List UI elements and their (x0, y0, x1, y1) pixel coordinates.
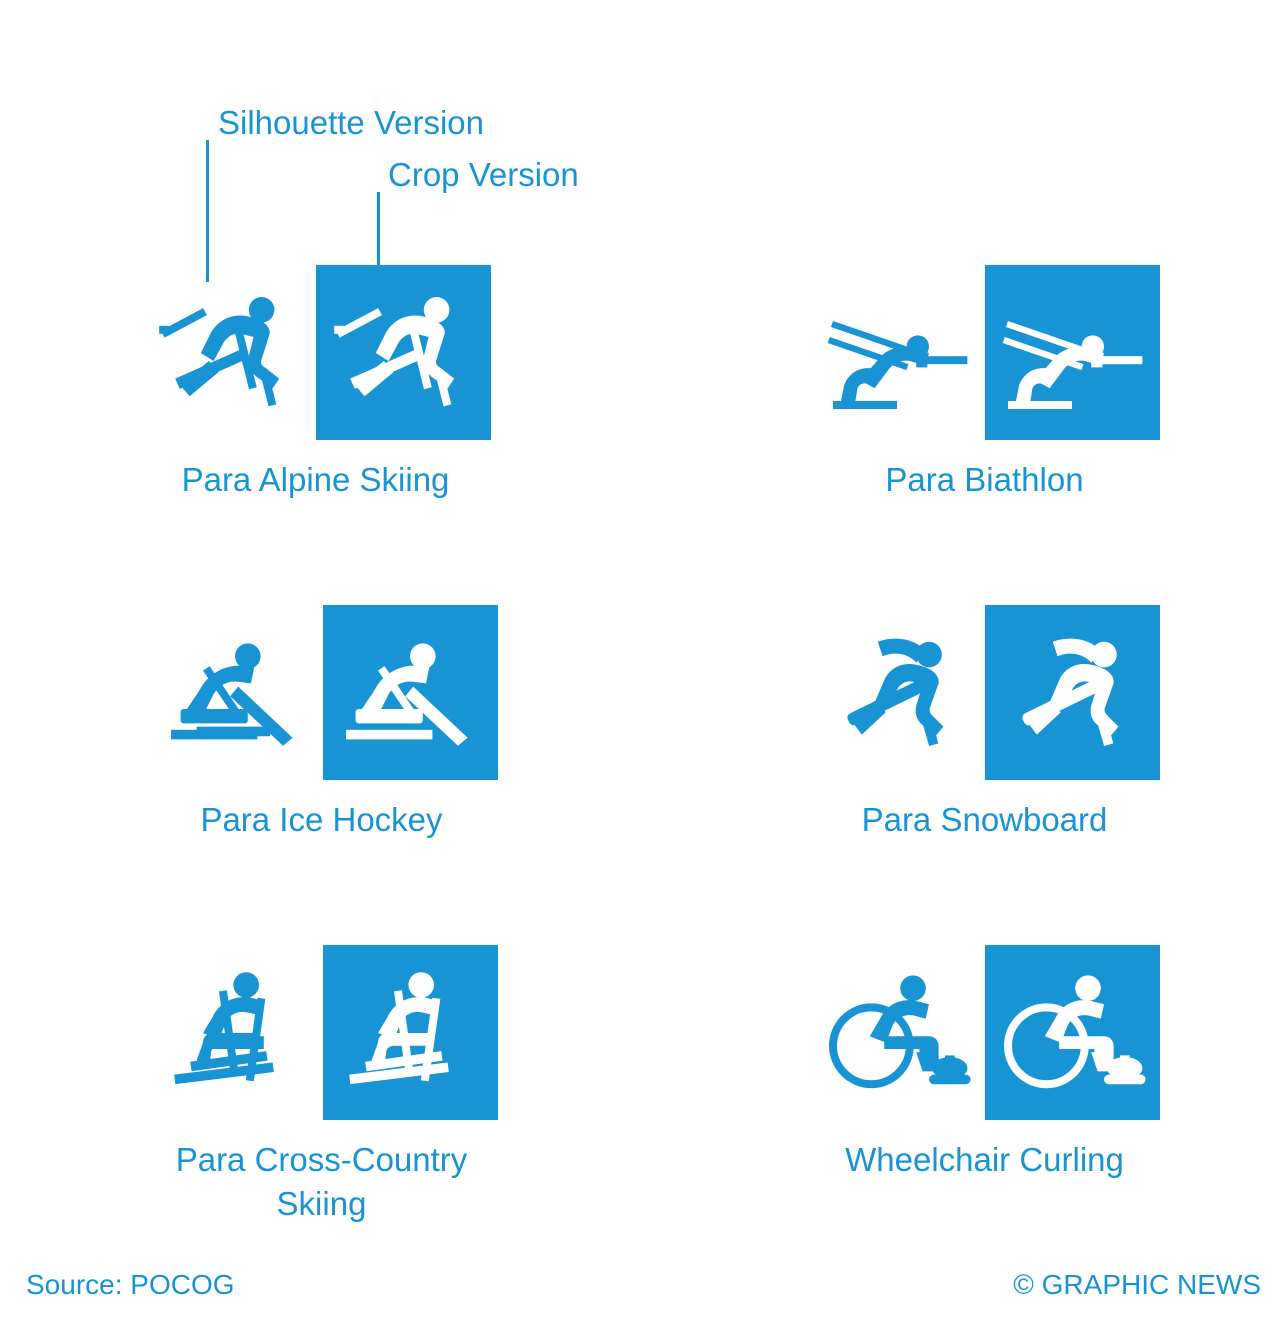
silhouette-version-leader-line (206, 140, 209, 282)
sport-cell-wheelchair-curling (643, 945, 1286, 1285)
para-snowboard-pictogram (810, 605, 985, 780)
pictogram-row (0, 945, 1287, 1285)
sport-cell-para-biathlon (643, 265, 1286, 605)
sport-cell-para-snowboard (643, 605, 1286, 945)
wheelchair-curling-pictogram-crop (985, 945, 1160, 1120)
para-ice-hockey-pictogram (148, 605, 323, 780)
pictogram-grid (0, 265, 1287, 1285)
para-snowboard-pictogram-crop (985, 605, 1160, 780)
silhouette-version-callout-label: Silhouette Version (218, 104, 485, 141)
sport-label: Para Cross-Country Skiing (175, 1141, 468, 1222)
pictogram-row (0, 605, 1287, 945)
sport-label: Wheelchair Curling (845, 1141, 1124, 1178)
wheelchair-curling-pictogram (810, 945, 985, 1120)
crop-version-callout-label: Crop Version (388, 156, 579, 193)
para-alpine-skiing-pictogram-crop (316, 265, 491, 440)
pictogram-pair (148, 605, 498, 780)
pictogram-pair (810, 605, 1160, 780)
sport-cell-para-ice-hockey (0, 605, 643, 945)
sport-label: Para Snowboard (861, 801, 1108, 838)
sport-cell-para-alpine-skiing (0, 265, 643, 605)
sport-cell-para-cross-country-skiing (0, 945, 643, 1285)
pictogram-pair (141, 265, 491, 440)
sport-label: Para Biathlon (885, 461, 1084, 498)
graphic-credit: © GRAPHIC NEWS (1013, 1269, 1261, 1300)
para-cross-country-skiing-pictogram-crop (323, 945, 498, 1120)
pictogram-pair (810, 265, 1160, 440)
para-biathlon-pictogram (810, 265, 985, 440)
pictogram-row (0, 265, 1287, 605)
sport-label: Para Ice Hockey (200, 801, 443, 838)
pictogram-pair (810, 945, 1160, 1120)
para-alpine-skiing-pictogram (141, 265, 316, 440)
sport-label: Para Alpine Skiing (181, 461, 450, 498)
para-cross-country-skiing-pictogram (148, 945, 323, 1120)
para-ice-hockey-pictogram-crop (323, 605, 498, 780)
source-credit: Source: POCOG (26, 1269, 235, 1300)
pictogram-pair (148, 945, 498, 1120)
para-biathlon-pictogram-crop (985, 265, 1160, 440)
